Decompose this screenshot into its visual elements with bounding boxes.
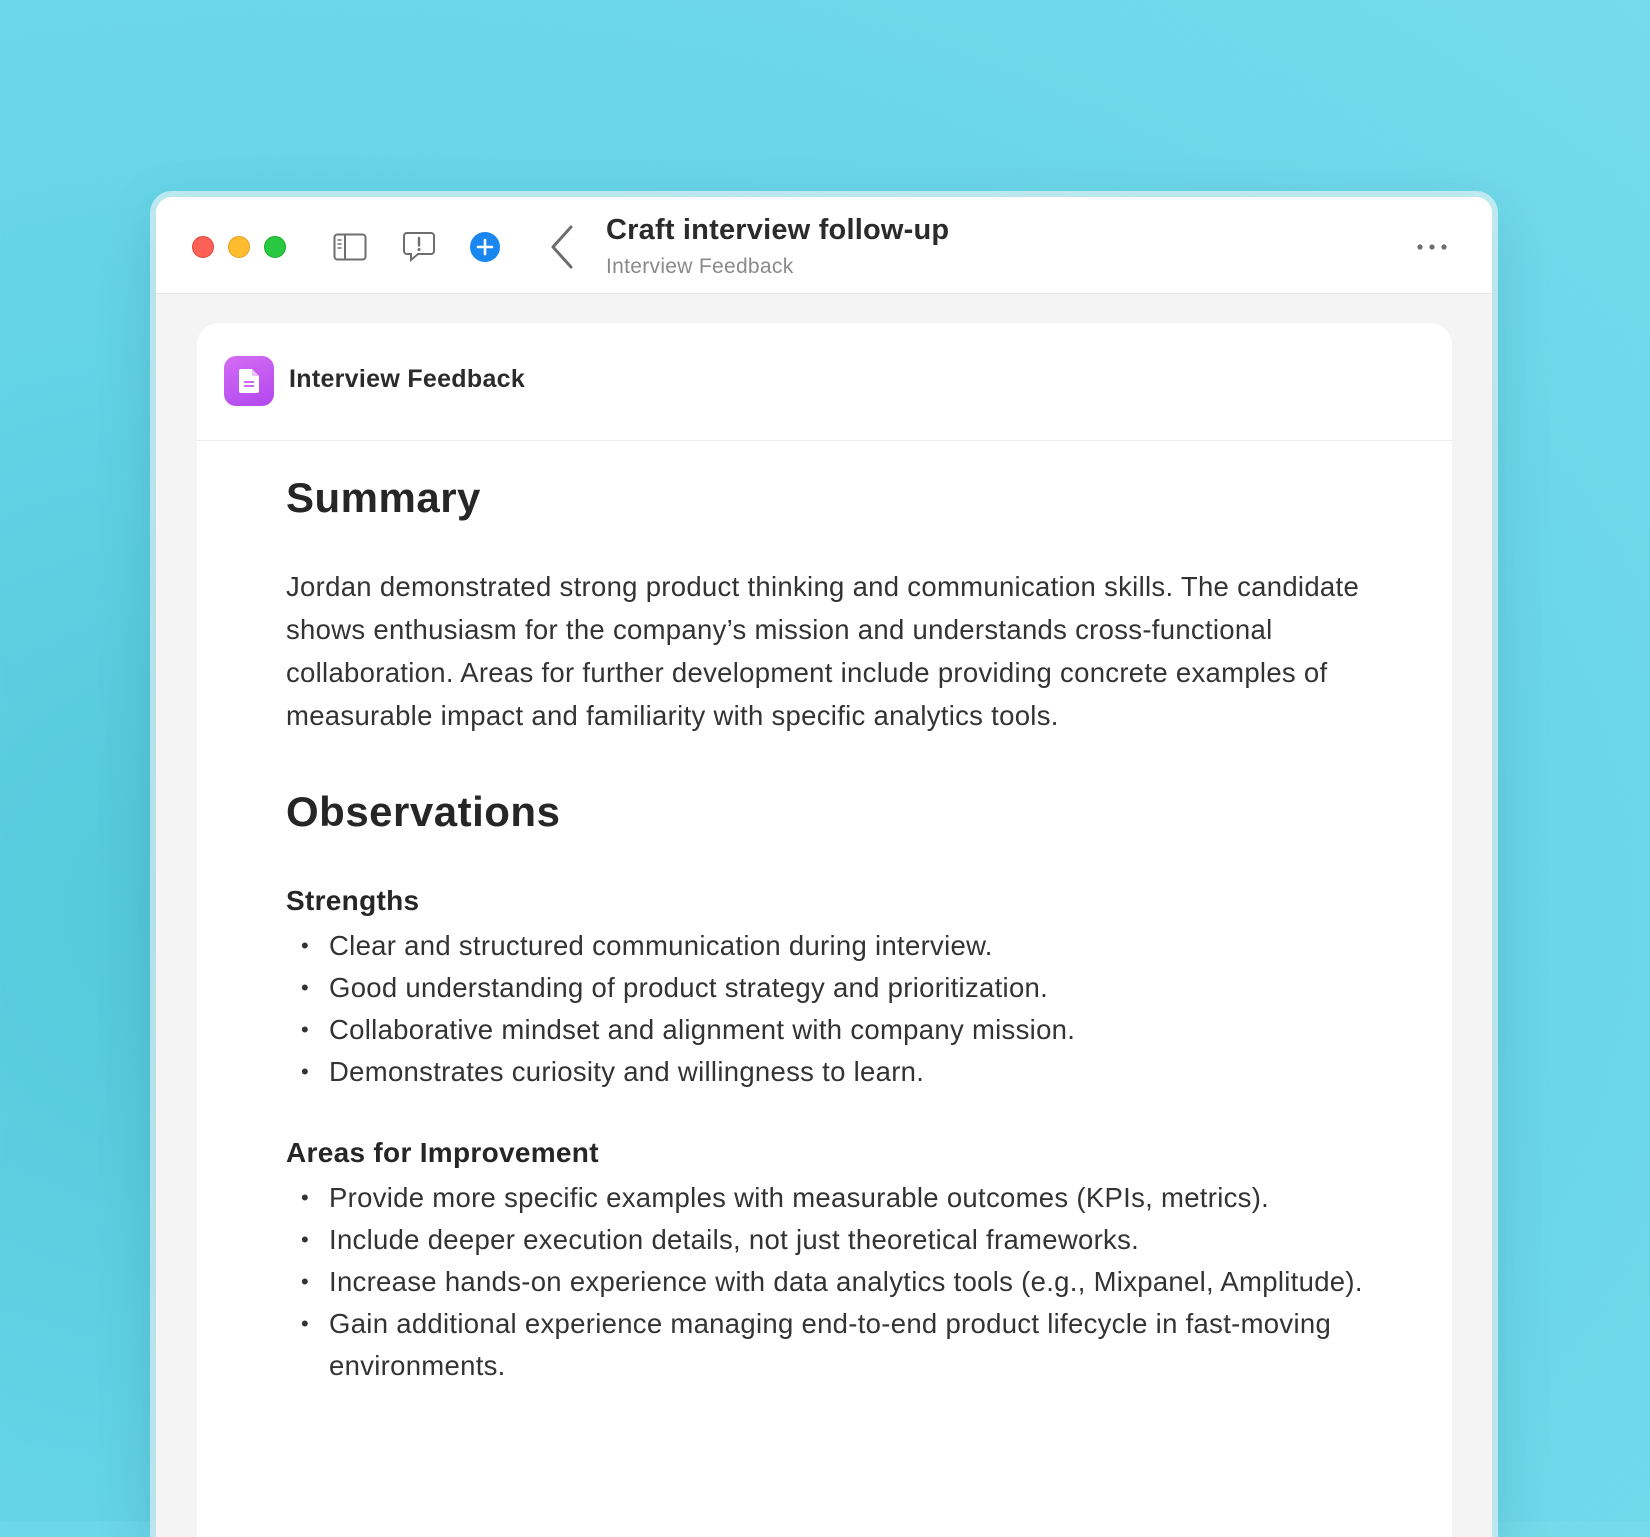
- document-badge[interactable]: [224, 356, 274, 406]
- strengths-heading: Strengths: [286, 885, 420, 916]
- bullet-dot: •: [301, 1185, 310, 1210]
- list-item-text: Increase hands-on experience with data analytics tools (e.g., Mixpanel, Amplitude).: [329, 1266, 1363, 1297]
- document-title[interactable]: Interview Feedback: [289, 365, 526, 393]
- list-item-text: Include deeper execution details, not just theoretical frameworks.: [329, 1224, 1140, 1255]
- window-title: Craft interview follow-up: [606, 214, 950, 246]
- list-item-text: Demonstrates curiosity and willingness to learn.: [329, 1056, 925, 1087]
- more-options-button[interactable]: [1410, 227, 1454, 267]
- list-item: [286, 1051, 1386, 1093]
- document-icon: [238, 368, 260, 394]
- list-item: [286, 967, 1386, 1009]
- chevron-left-icon: [549, 224, 575, 270]
- document-header: [197, 323, 1452, 441]
- plus-icon: [469, 231, 501, 263]
- window-subtitle[interactable]: Interview Feedback: [606, 255, 794, 278]
- comment-icon: [402, 230, 436, 264]
- back-button[interactable]: [542, 224, 582, 270]
- add-button[interactable]: [465, 227, 505, 267]
- bullet-dot: •: [301, 1227, 310, 1252]
- list-item-text: Good understanding of product strategy and prioritization.: [329, 972, 1049, 1003]
- list-item: [286, 1177, 1386, 1219]
- strengths-list: [286, 925, 1386, 1093]
- summary-paragraph: Jordan demonstrated strong product thinking and communication skills. The candidate shows enthusiasm for the company’s mission and understands cross-functional collaboration. Areas for further development include providing concrete examples of measurable impact and familiarity with specific analytics tools.: [286, 571, 1360, 731]
- document-body[interactable]: [286, 473, 1386, 1387]
- list-item: [286, 925, 1386, 967]
- bullet-dot: •: [301, 1269, 310, 1294]
- list-item-text: Collaborative mindset and alignment with company mission.: [329, 1014, 1076, 1045]
- minimize-window-button[interactable]: [228, 236, 250, 258]
- bullet-dot: •: [301, 1311, 310, 1336]
- bullet-dot: •: [301, 933, 310, 958]
- ellipsis-icon: [1416, 243, 1448, 251]
- bullet-dot: •: [301, 1017, 310, 1042]
- app-window: [156, 197, 1492, 1537]
- improvement-heading: Areas for Improvement: [286, 1137, 599, 1168]
- sidebar-toggle-button[interactable]: [330, 227, 370, 267]
- summary-heading: Summary: [286, 474, 481, 521]
- list-item: [286, 1261, 1386, 1303]
- bullet-dot: •: [301, 975, 310, 1000]
- list-item-text: Gain additional experience managing end-to-end product lifecycle in fast-moving environments.: [329, 1308, 1332, 1381]
- document-card: [197, 323, 1452, 1537]
- sidebar-icon: [333, 233, 367, 261]
- observations-heading: Observations: [286, 788, 561, 835]
- zoom-window-button[interactable]: [264, 236, 286, 258]
- bullet-dot: •: [301, 1059, 310, 1084]
- title-bar: [156, 197, 1492, 294]
- list-item: [286, 1219, 1386, 1261]
- list-item-text: Provide more specific examples with measurable outcomes (KPIs, metrics).: [329, 1182, 1270, 1213]
- close-window-button[interactable]: [192, 236, 214, 258]
- comments-button[interactable]: [399, 227, 439, 267]
- list-item-text: Clear and structured communication during interview.: [329, 930, 993, 961]
- improvement-list: [286, 1177, 1386, 1387]
- list-item: [286, 1009, 1386, 1051]
- list-item: [286, 1303, 1386, 1387]
